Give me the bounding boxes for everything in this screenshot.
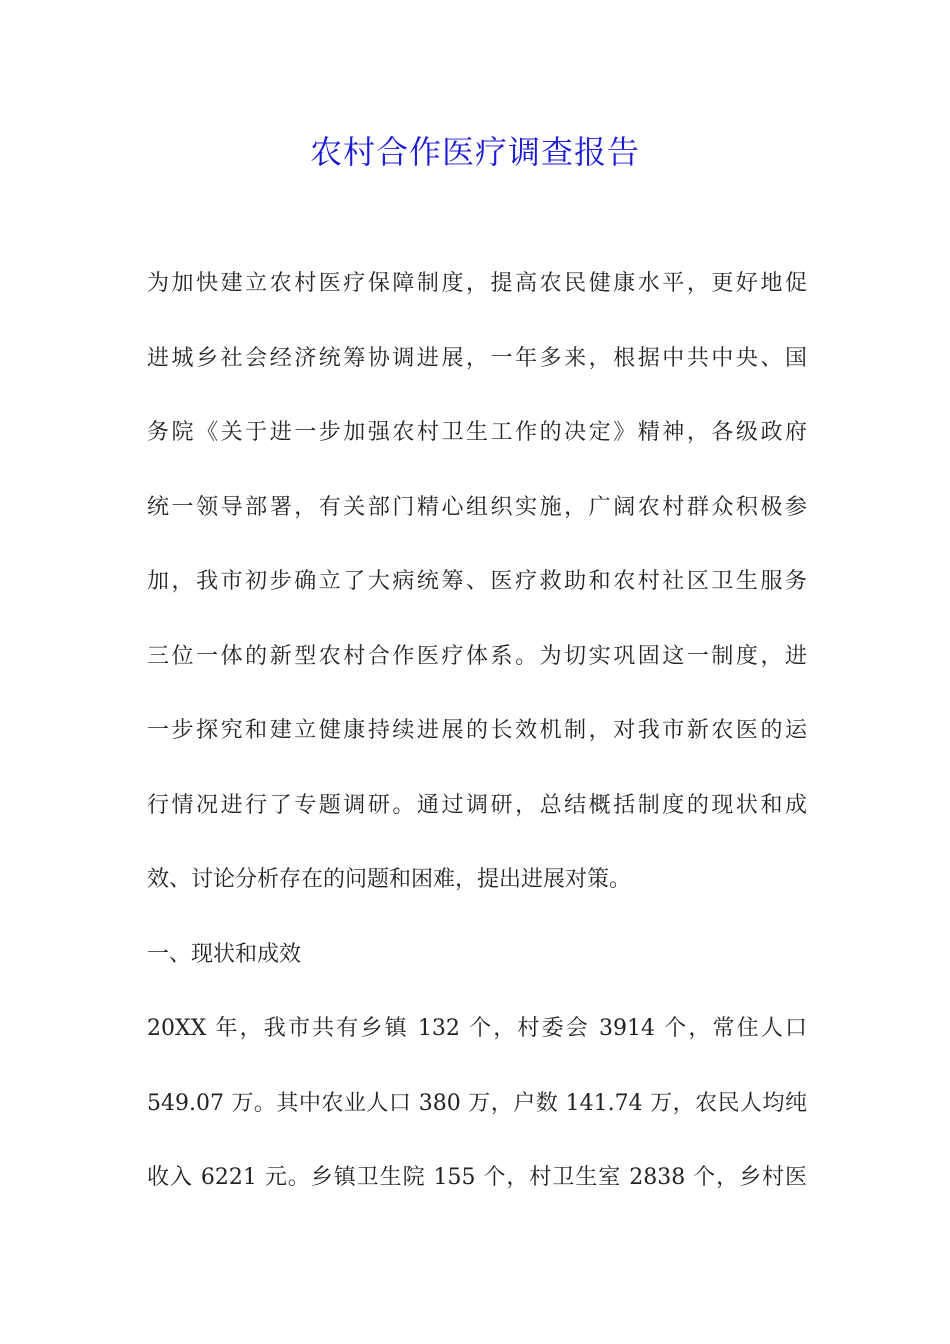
- paragraph-line: 收入 6221 元。乡镇卫生院 155 个，村卫生室 2838 个，乡村医: [147, 1165, 807, 1190]
- paragraph-line: 加，我市初步确立了大病统筹、医疗救助和农村社区卫生服务: [147, 569, 807, 594]
- section-heading: 一、现状和成效: [147, 941, 302, 967]
- paragraph-line: 三位一体的新型农村合作医疗体系。为切实巩固这一制度，进: [147, 643, 807, 669]
- paragraph-line: 549.07 万。其中农业人口 380 万，户数 141.74 万，农民人均纯: [147, 1090, 807, 1116]
- paragraph-line: 进城乡社会经济统筹协调进展，一年多来，根据中共中央、国: [147, 345, 807, 371]
- paragraph-line: 统一领导部署，有关部门精心组织实施，广阔农村群众积极参: [147, 494, 807, 520]
- paragraph-line: 务院《关于进一步加强农村卫生工作的决定》精神，各级政府: [147, 420, 807, 445]
- paragraph-line: 行情况进行了专题调研。通过调研，总结概括制度的现状和成: [147, 792, 807, 818]
- paragraph-line: 20XX 年，我市共有乡镇 132 个，村委会 3914 个，常住人口: [147, 1016, 807, 1041]
- document-body: [147, 260, 807, 1229]
- document-title: 农村合作医疗调查报告: [309, 133, 640, 171]
- paragraph-line: 效、讨论分析存在的问题和困难，提出进展对策。: [147, 867, 632, 892]
- paragraph-line: 一步探究和建立健康持续进展的长效机制，对我市新农医的运: [147, 718, 807, 743]
- paragraph-line: 为加快建立农村医疗保障制度，提高农民健康水平，更好地促: [147, 271, 807, 296]
